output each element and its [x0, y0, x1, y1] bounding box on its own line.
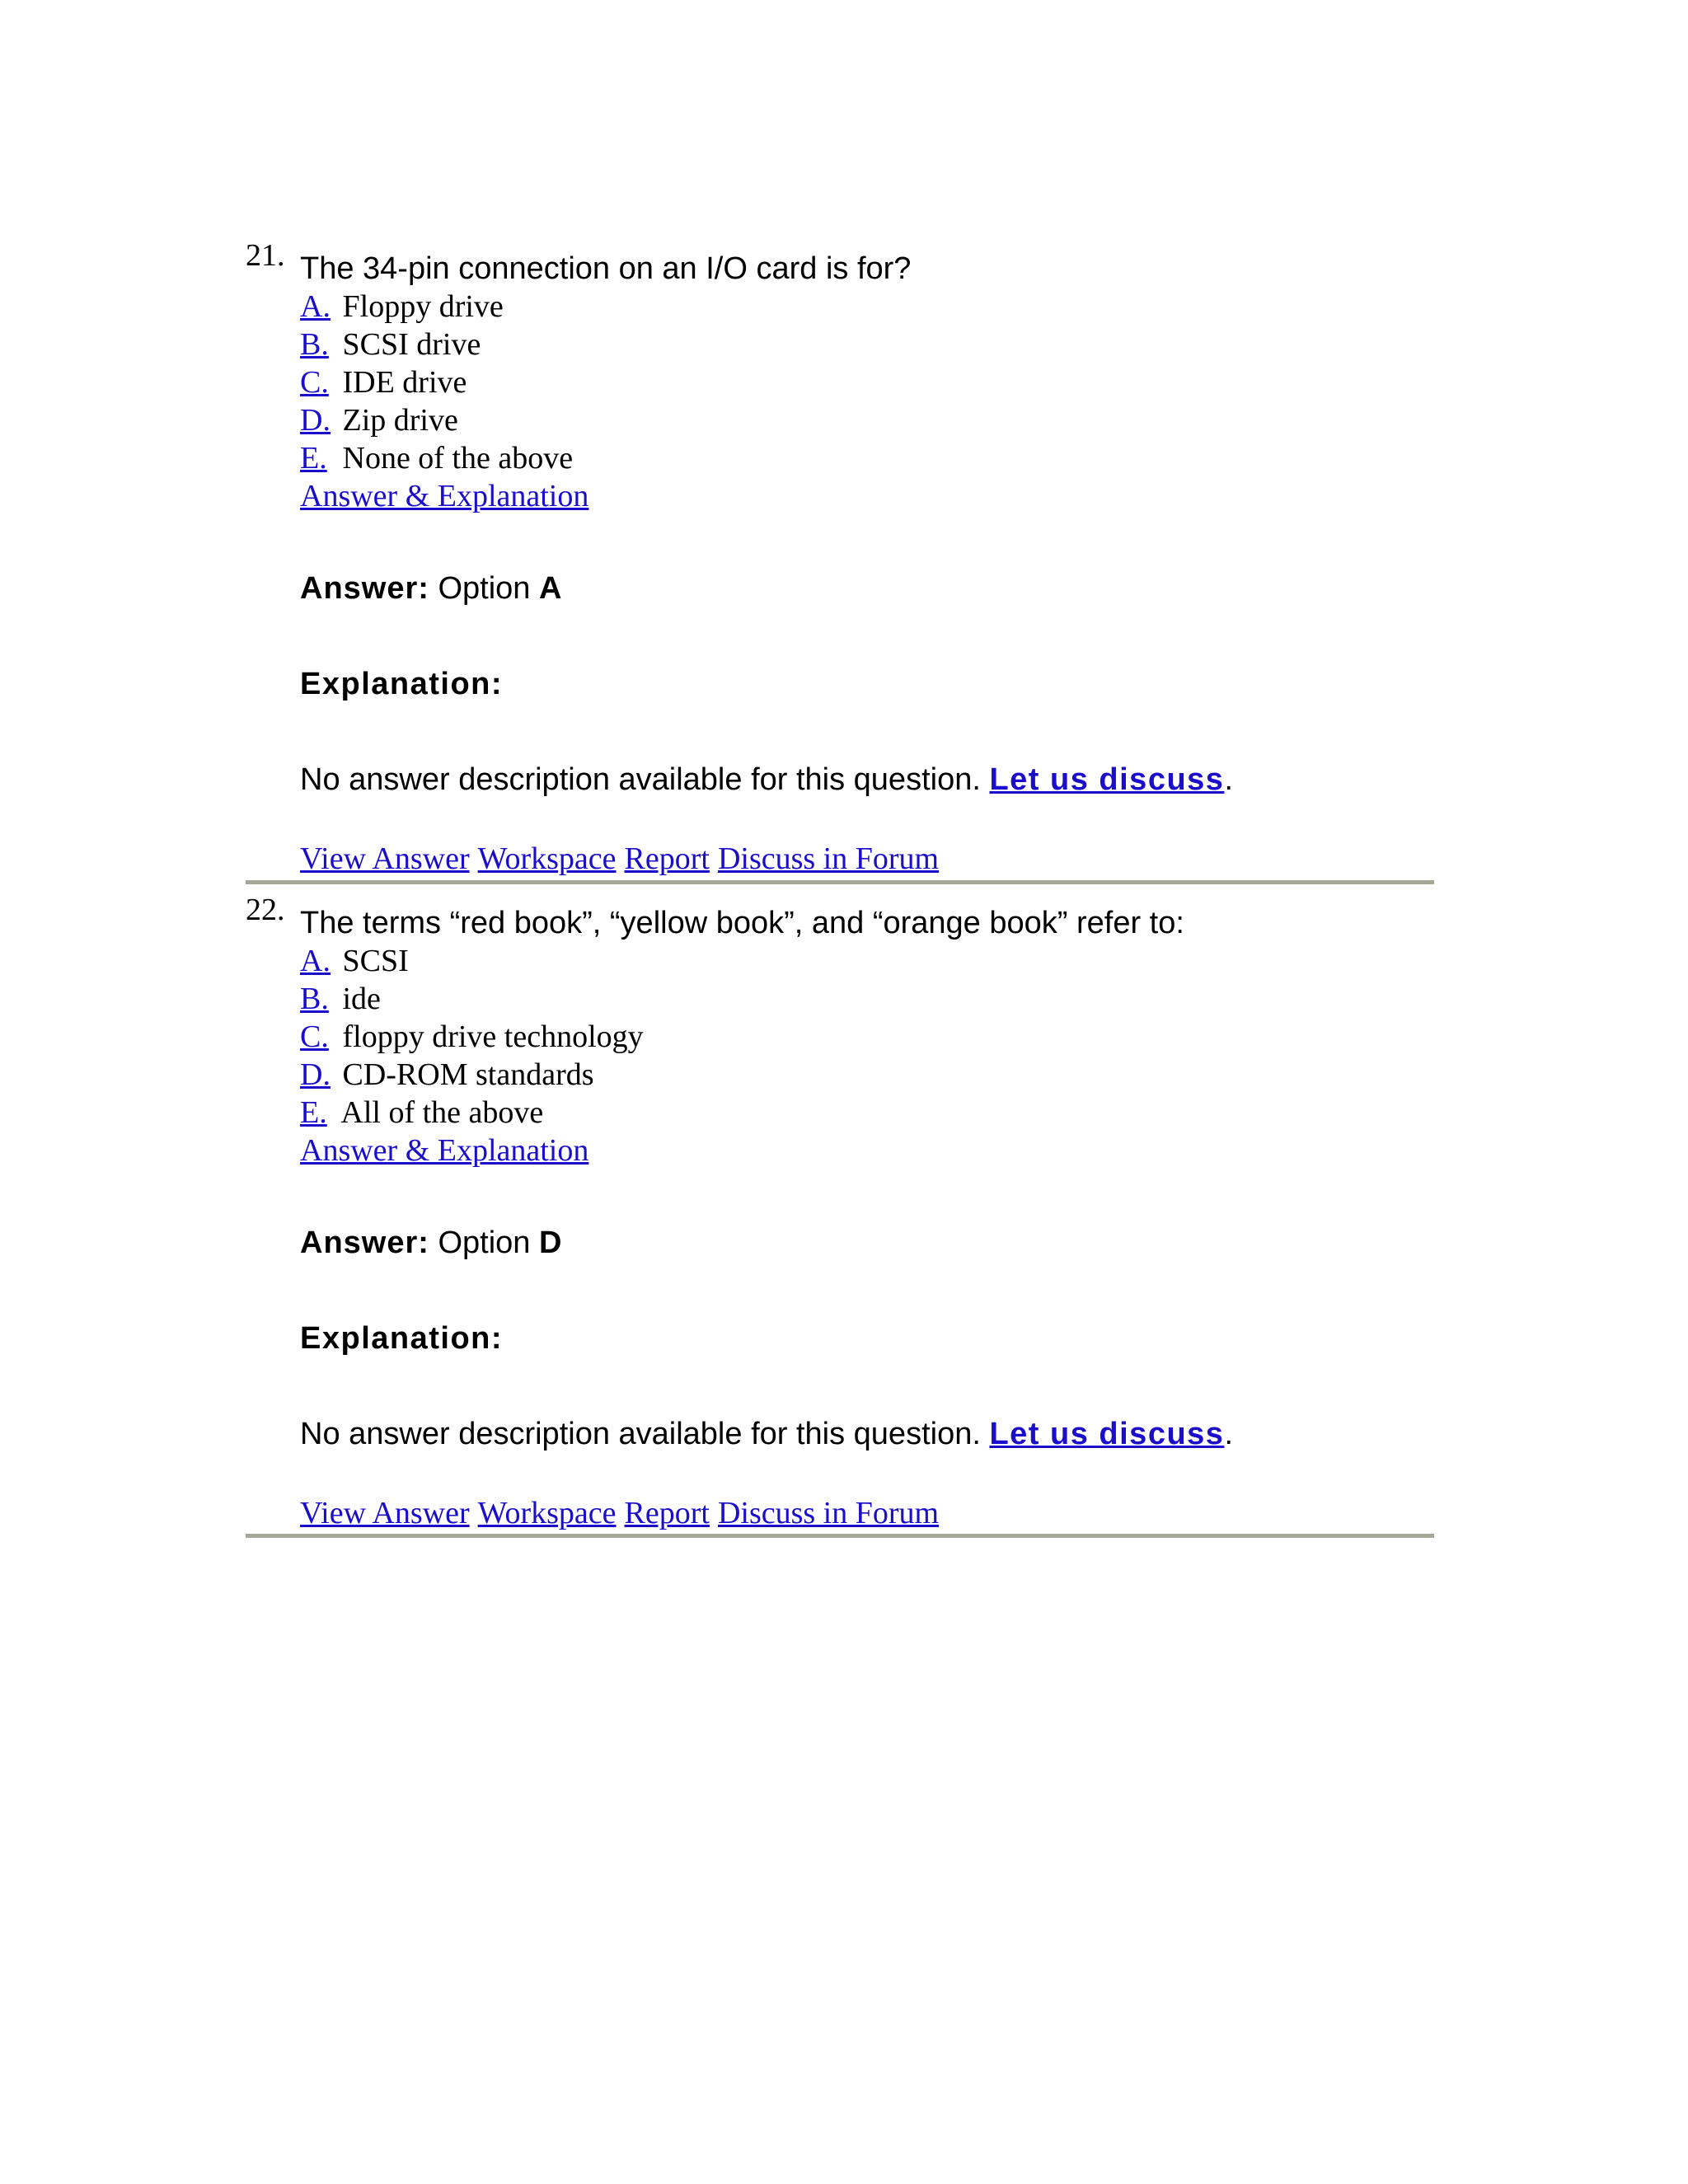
option-c-text: floppy drive technology [342, 1019, 644, 1054]
explanation-suffix: . [1224, 1417, 1233, 1451]
option-b-text: ide [342, 982, 381, 1016]
answer-letter: A [539, 571, 562, 606]
answer-letter: D [539, 1226, 562, 1260]
discuss-in-forum-link[interactable]: Discuss in Forum [717, 1496, 940, 1530]
answer-label: Answer: [300, 571, 429, 606]
explanation-body: No answer description available for this question. [300, 1417, 981, 1451]
let-us-discuss-link[interactable]: Let us discuss [989, 762, 1225, 797]
option-b-text: SCSI drive [342, 327, 481, 362]
option-c [300, 363, 1429, 401]
question-number: 21. [246, 238, 285, 273]
option-a [300, 942, 1429, 980]
question-divider [246, 1534, 1434, 1538]
option-a-text: SCSI [342, 944, 409, 978]
option-c-text: IDE drive [342, 365, 467, 400]
question-body [300, 904, 1429, 1532]
question-divider [246, 880, 1434, 884]
option-d-link[interactable]: D. [300, 403, 331, 438]
option-c-link[interactable]: C. [300, 365, 329, 400]
options-list [300, 288, 1429, 477]
option-e [300, 1094, 1429, 1132]
option-d [300, 1056, 1429, 1094]
option-a-text: Floppy drive [342, 289, 504, 324]
option-e [300, 439, 1429, 477]
answer-explanation-link[interactable]: Answer & Explanation [300, 479, 589, 513]
question-text: The terms “red book”, “yellow book”, and “orange book” refer to: [300, 906, 1184, 940]
explanation-heading: Explanation: [300, 1321, 504, 1356]
question-text: The 34-pin connection on an I/O card is for? [300, 251, 912, 286]
option-c-link[interactable]: C. [300, 1019, 329, 1054]
option-d-text: CD-ROM standards [342, 1057, 594, 1092]
report-link[interactable]: Report [624, 841, 710, 876]
answer-prefix: Option [438, 1226, 531, 1260]
question-body [300, 250, 1429, 878]
option-b-link[interactable]: B. [300, 982, 329, 1016]
question-actions [300, 1494, 1429, 1532]
option-b [300, 980, 1429, 1018]
option-b-link[interactable]: B. [300, 327, 329, 362]
report-link[interactable]: Report [624, 1496, 710, 1530]
explanation-text [300, 1415, 1429, 1453]
answer-prefix: Option [438, 571, 531, 606]
option-e-link[interactable]: E. [300, 441, 327, 476]
explanation-text [300, 761, 1429, 799]
option-d-link[interactable]: D. [300, 1057, 331, 1092]
workspace-link[interactable]: Workspace [477, 841, 617, 876]
view-answer-link[interactable]: View Answer [300, 1496, 470, 1530]
explanation-suffix: . [1224, 762, 1233, 797]
option-e-link[interactable]: E. [300, 1095, 327, 1130]
question-actions [300, 840, 1429, 878]
option-a-link[interactable]: A. [300, 944, 331, 978]
option-d [300, 401, 1429, 439]
explanation-body: No answer description available for this question. [300, 762, 981, 797]
view-answer-link[interactable]: View Answer [300, 841, 470, 876]
answer-label: Answer: [300, 1226, 429, 1260]
workspace-link[interactable]: Workspace [477, 1496, 617, 1530]
option-a-link[interactable]: A. [300, 289, 331, 324]
option-e-text: None of the above [342, 441, 574, 476]
options-list [300, 942, 1429, 1132]
answer-line [300, 569, 1429, 607]
answer-line [300, 1224, 1429, 1262]
option-b [300, 326, 1429, 363]
option-e-text: All of the above [340, 1095, 544, 1130]
option-c [300, 1018, 1429, 1056]
discuss-in-forum-link[interactable]: Discuss in Forum [717, 841, 940, 876]
option-a [300, 288, 1429, 326]
option-d-text: Zip drive [342, 403, 458, 438]
explanation-heading: Explanation: [300, 667, 504, 701]
answer-explanation-link[interactable]: Answer & Explanation [300, 1133, 589, 1168]
let-us-discuss-link[interactable]: Let us discuss [989, 1417, 1225, 1451]
question-number: 22. [246, 893, 285, 927]
